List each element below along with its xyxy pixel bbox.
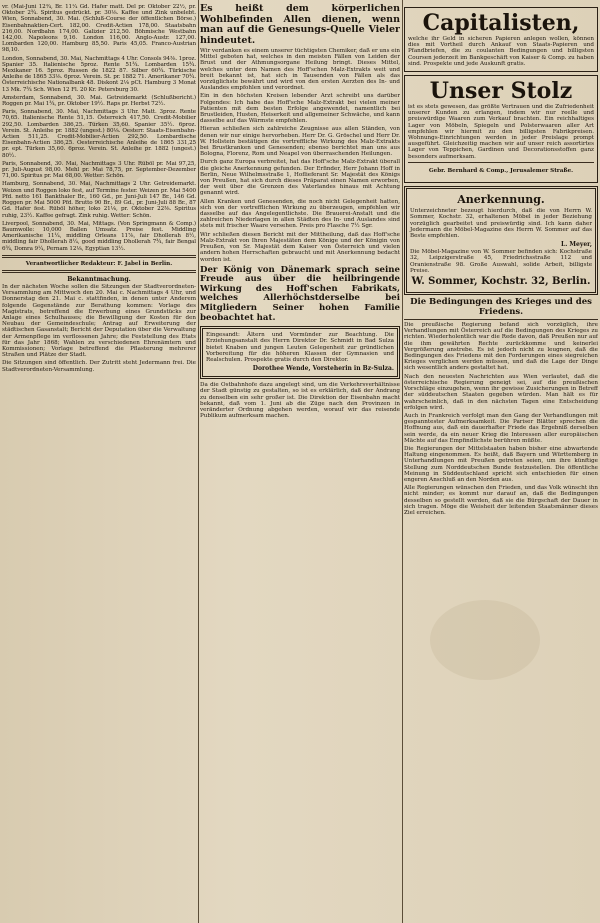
column-rule bbox=[198, 0, 199, 923]
advert-unser-stolz bbox=[404, 75, 598, 183]
headline: Es heißt dem körperlichen Wohlbefinden Allen dienen, wenn man auf die Genesungs-Quelle Vieler hindeutet. bbox=[200, 4, 400, 46]
article-title: Die Bedingungen des Krieges und des Friedens. bbox=[410, 297, 592, 317]
notice-text: Die Sitzungen sind öffentlich. Der Zutritt steht Jedermann frei. Die Stadtverordneten-Versammlung. bbox=[2, 360, 196, 373]
article-paragraph: Die preußische Regierung befand sich vorzüglich, ihre Verhandlungen mit Österreich auf die Bedingungen des Krieges zu richten. Wiederholentlich war die Rede davon, daß Preußen nur auf die ihm gewährten Rechte zurückkomme und keinerlei Vergrößerung anstrebe. Es ist jedoch nicht zu leugnen, daß die Bedingungen des Friedens mit den Forderungen eines siegreichen Krieges verglichen werden müssen, und daß die Lage der Dinge sich wesentlich anders gestaltet hat. bbox=[404, 322, 598, 372]
advert-text: Die Möbel-Magazine von W. Sommer befinden sich: Kochstraße 32, Leipzigerstraße 45, Friedrichsstraße 112 und Oranienstraße 98. Große Auswahl, solide Arbeit, billigste Preise. bbox=[410, 249, 592, 274]
box-text: Eingesandt: Ältern und Vormünder zur Beachtung. Die Erziehungsanstalt des Herrn Direktor Dr. Schmidt in Bad Sulza bietet Knaben und jungen Leuten Gelegenheit zur gründlichen Vorbereitung für die höheren Klassen der Gymnasien und Realschulen. Prospekte gratis durch den Direktor. bbox=[206, 332, 394, 364]
notice-text: In der nächsten Woche sollen die Sitzungen der Stadtverordneten-Versammlung am Mittwoch den 20. Mai c. Nachmittags 4 Uhr, und Donnerstag den 21. Mai c. stattfinden, in denen unter Anderem folgende Gegenstände zur Berathung kommen: Vorlage des Magistrats, betreffend die Erwerbung eines Grundstücks zur Anlage eines Schulhauses; die Bewilligung der Kosten für den Neubau der Gemeindeschule; Antrag auf Erweiterung der städtischen Gasanstalt; Bericht der Deputation über die Verwaltung der Armenpflege im verflossenen Jahre; die Feststellung des Etats für das Jahr 1868; Wahlen zu verschiedenen Ehrenämtern und Kommissionen; Vorlage betreffend die Pflasterung mehrerer Straßen und Plätze der Stadt. bbox=[2, 283, 196, 359]
market-report: London, Sonnabend, 30. Mai, Nachmittags 4 Uhr. Consols 94⅜. 1proz. Spanier 35. Italienische 5proz. Rente 51¾. Lombarden 15¾. Mexikaner 16. 5proz. Russen de 1822 87. Silber 60¾. Türkische Anleihe de 1865 33⅛. 6proz. Verein. St. pr. 1882 71. Amerikaner 70¾. Österreichische Nationalbank 48. Diskont 2⅛ pCt. Hamburg 3 Monat 13 Mk. 7¾ Sch. Wien 12 Fl. 20 Kr. Petersburg 30. bbox=[2, 55, 196, 93]
market-report: Hamburg, Sonnabend, 30. Mai, Nachmittags 2 Uhr. Getreidemarkt. Weizen und Roggen loko fest, auf Termine fester. Weizen pr. Mai 5400 Pfd. netto 161 Bankthaler Br., 160 Gd., pr. Juni-Juli 147 Br., 146 Gd. Roggen pr. Mai 5000 Pfd. Brutto 90 Br., 89 Gd., pr. Juni-Juli 88 Br., 87 Gd. Hafer fest. Rüböl höher, loko 21⅛, pr. Oktober 22⅜. Spiritus ruhig, 23½. Kaffee gefragt. Zink ruhig. Wetter: Schön. bbox=[2, 181, 196, 219]
article-paragraph: Die Regierungen der Mittelstaaten haben bisher eine abwartende Haltung eingenommen. Es heißt, daß Bayern und Württemberg in Unterhandlungen mit Preußen getreten seien, um ihre künftige Stellung zum Norddeutschen Bunde festzustellen. Die öffentliche Meinung in Süddeutschland spricht sich entschieden für einen engeren Anschluß an den Norden aus. bbox=[404, 445, 598, 483]
advert-text: ist es stets gewesen, das größte Vertrauen und die Zufriedenheit unserer Kunden zu erlangen, indem wir nur reelle und preiswürdige Waaren zum Verkauf brachten. Ein reichhaltiges Lager von Möbeln, Spiegeln und Polsterwaaren aller Art empfehlen wir hiermit zu den billigsten Fabrikpreisen. Wohnungs-Einrichtungen werden in jeder Preislage prompt ausgeführt. Gleichzeitig machen wir auf unser reich assortirtes Lager von Teppichen, Gardinen und Decorationsstoffen ganz besonders aufmerksam. bbox=[408, 104, 594, 160]
article-paragraph: Wir schließen diesen Bericht mit der Mittheilung, daß das Hoff'sche Malz-Extrakt von Ihren Majestäten dem Könige und der Königin von Preußen, von Sr. Majestät dem Kaiser von Österreich und vielen andern hohen Herrschaften gebraucht und mit Anerkennung bedacht worden ist. bbox=[200, 231, 400, 263]
column-right bbox=[404, 4, 598, 921]
column-left bbox=[2, 4, 196, 921]
article-paragraph: Auch in Frankreich verfolgt man den Gang der Verhandlungen mit gespanntester Aufmerksamkeit. Die Pariser Blätter sprechen die Hoffnung aus, daß ein dauerhafter Friede das Ergebniß derselben sein werde, da ein neuer Krieg die Interessen aller europäischen Mächte auf das Empfindlichste berühren müßte. bbox=[404, 412, 598, 444]
advert-title: Anerkennung. bbox=[457, 193, 545, 207]
advert-text: Unterzeichneter bezeugt hierdurch, daß die von Herrn W. Sommer, Kochstr. 32, erhaltenen Möbel in jeder Beziehung vorzüglich gearbeitet und preiswürdig sind. Ich kann daher Jedermann die Möbel-Magazine des Herrn W. Sommer auf das Beste empfehlen. bbox=[410, 208, 592, 240]
article-paragraph: Ein in den höchsten Kreisen lebender Arzt schreibt uns darüber Folgendes: Ich habe das Hoff'sche Malz-Extrakt bei vielen meiner Patienten mit dem besten Erfolge angewendet, namentlich bei Brustleiden, Husten, Heiserkeit und allgemeiner Schwäche, und kann dasselbe auf das Wärmste empfehlen. bbox=[200, 93, 400, 125]
advert-title: Capitalisten, bbox=[422, 10, 580, 36]
notice-title: Bekanntmachung. bbox=[67, 275, 131, 283]
column-middle bbox=[200, 4, 400, 921]
divider bbox=[408, 162, 594, 163]
advert-text: welche ihr Geld in sicheren Papieren anlegen wollen, können dies mit Vortheil durch Ankauf von Staats-Papieren und Pfandbriefen, die zu coulanten Bedingungen und billigsten Coursen jederzeit im Bankgeschäft von Kaiser & Comp. zu haben sind. Prospekte und jede Auskunft gratis. bbox=[408, 36, 594, 67]
divider bbox=[404, 319, 598, 320]
royal-statement: Der König von Dänemark sprach seine Freude aus über die heilbringende Wirkung des Hoff'schen Fabrikats, welches Allerhöchstderselbe bei Mitgliedern Seiner hohen Familie beobachtet hat. bbox=[200, 264, 400, 323]
notice-box bbox=[200, 326, 400, 379]
divider bbox=[2, 255, 196, 258]
advert-title: Unser Stolz bbox=[429, 78, 573, 105]
article-paragraph: Durch ganz Europa verbreitet, hat das Hoff'sche Malz-Extrakt überall die gleiche Anerkennung gefunden. Der Erfinder, Herr Johann Hoff in Berlin, Neue Wilhelmsstraße 1, Hoflieferant Sr. Majestät des Königs von Preußen, hat sich durch dieses Präparat einen Namen erworben, der weit über die Grenzen des Vaterlandes hinaus mit Achtung genannt wird. bbox=[200, 159, 400, 197]
advert-anerkennung bbox=[404, 186, 598, 295]
box-signature: Dorothee Wende, Vorsteherin in Bz-Sulza. bbox=[252, 365, 394, 373]
market-report: vr. (Mai-Juni 12¾, Br. 11¼ Gd. Hafer matt. Del pr. Oktober 22½, pr. Oktober 2¾. Spiritus gedrückt. pr. 30⅛. Kaffee und Zink unbelebt. Wien, Sonnabend, 30. Mai. (Schluß-Course der öffentlichen Börse.) Eisenbahnaktien-Cert. 182,00. Credit-Actien 178,00. Staatsbahn 216,00. Nordbahn 174,00. Galizier 212,50. Böhmische Westbahn 142,00. Napoleons 9,16. London 116,00. Anglo-Austr. 127,00. Lombarden 120,00. Hamburg 85,50. Paris 45,05. Franco-Austrian 98,10. bbox=[2, 4, 196, 54]
article-paragraph: Wir verdanken es einem unserer tüchtigsten Chemiker, daß er uns ein Mittel geboten hat, welches in den meisten Fällen von Leiden der Brust und der Athmungsorgane Heilung bringt. Dieses Mittel, welches unter dem Namen des Hoff'schen Malz-Extrakts weit und breit bekannt ist, hat sich in Tausenden von Fällen als das vorzüglichste bewährt und wird von den ersten Aerzten des In- und Auslandes empfohlen und verordnet. bbox=[200, 48, 400, 92]
article-paragraph: Hieran schließen sich zahlreiche Zeugnisse aus allen Ständen, von denen wir nur einige hervorheben. Herr Dr. G. Gröschel und Herr Dr. W. Hollstein bestätigen die vortreffliche Wirkung des Malz-Extrakts bei Brustkranken und Genesenden; ebenso berichtet man uns aus Bologna, Florenz, Rom und Neapel von überraschenden Heilungen. bbox=[200, 126, 400, 158]
market-report: Paris, Sonnabend, 30. Mai, Nachmittags 3 Uhr. Matt. 3proz. Rente 70,65. Italienische Rente 51,15. Österreich 417,50. Credit-Mobilier 292,50. Lombarden 386,25. Türken 35,60. Spanier 35½. 6proz. Verein. St. Anleihe pr. 1882 (ungest.) 80⅛. Oesterr. Staats-Eisenbahn-Actien 511,25. Credit-Mobilier-Actien 292,50. Lombardische Eisenbahn-Actien 386,25. Oesterreichische Anleihe de 1865 331,25 pr. ept. Türken 35,60. 6proz. Verein. St. Anleihe pr. 1882 (ungest.) 80½. bbox=[2, 109, 196, 159]
article-paragraph: Alle Regierungen wünschen den Frieden, und das Volk wünscht ihn nicht minder; es kommt nur darauf an, daß die Bedingungen desselben so gestellt werden, daß sie die Bürgschaft der Dauer in sich tragen. Möge die Weisheit der leitenden Staatsmänner dieses Ziel erreichen. bbox=[404, 485, 598, 516]
advert-name: L. Meyer, bbox=[561, 241, 592, 249]
divider bbox=[2, 270, 196, 273]
column-rule bbox=[402, 0, 403, 923]
market-report: Paris, Sonnabend, 30. Mai, Nachmittags 3 Uhr. Rüböl pr. Mai 97,25, pr. Juli-August 98,00. Mehl pr. Mai 78,75, pr. September-Dezember 71,00. Spiritus pr. Mai 68,00. Wetter: Schön. bbox=[2, 160, 196, 180]
advert-footer: W. Sommer, Kochstr. 32, Berlin. bbox=[411, 276, 591, 288]
editor-line: Verantwortlicher Redakteur: F. Jabel in Berlin. bbox=[25, 260, 173, 267]
article-paragraph: Allen Kranken und Genesenden, die noch nicht Gelegenheit hatten, sich von der vortrefflichen Wirkung zu überzeugen, empfehlen wir dasselbe auf das Angelegentlichste. Die Brauerei-Anstalt und die zahlreichen Niederlagen in allen Städten des In- und Auslandes sind stets mit frischer Waare versehen. Preis pro Flasche 7½ Sgr. bbox=[200, 198, 400, 230]
advert-capitalisten bbox=[404, 7, 598, 72]
article-paragraph: Nach den neuesten Nachrichten aus Wien verlautet, daß die österreichische Regierung geneigt sei, auf die preußischen Vorschläge einzugehen, wenn ihr gewisse Zusicherungen in Betreff der süddeutschen Staaten gegeben würden. Man hält es für wahrscheinlich, daß in den nächsten Tagen eine Entscheidung erfolgen wird. bbox=[404, 373, 598, 411]
market-report: Amsterdam, Sonnabend, 30. Mai. Getreidemarkt (Schlußbericht.) Roggen pr. Mai 1¾, pr. Oktober 19½. Raps pr. Herbst 72½. bbox=[2, 94, 196, 108]
article-paragraph: Da die Ostbahnhofe dazu angelegt sind, um die Verkehrsverhältnisse der Stadt günstig zu gestalten, so ist es erklärlich, daß der Andrang zu denselben ein sehr großer ist. Die Direktion der Eisenbahn macht bekannt, daß vom 1. Juni ab die Züge nach den Provinzen in veränderter Ordnung abgehen werden, worauf wir das reisende Publikum aufmerksam machen. bbox=[200, 382, 400, 420]
market-report: Liverpool, Sonnabend, 30. Mai, Mittags. (Von Springmann & Comp.) Baumwolle: 10,000 Ballen Umsatz. Preise fest. Middling Amerikanische 11¼, middling Orleans 11⅞, fair Dhollerah 8½, middling fair Dhollerah 8¼, good middling Dhollerah 7¾, fair Bengal 6¾, Domra 9¼, Pernam 12⅛, Egyptian 13½. bbox=[2, 220, 196, 252]
advert-footer: Gebr. Bernhard & Comp., Jerusalemer Straße. bbox=[428, 168, 574, 175]
